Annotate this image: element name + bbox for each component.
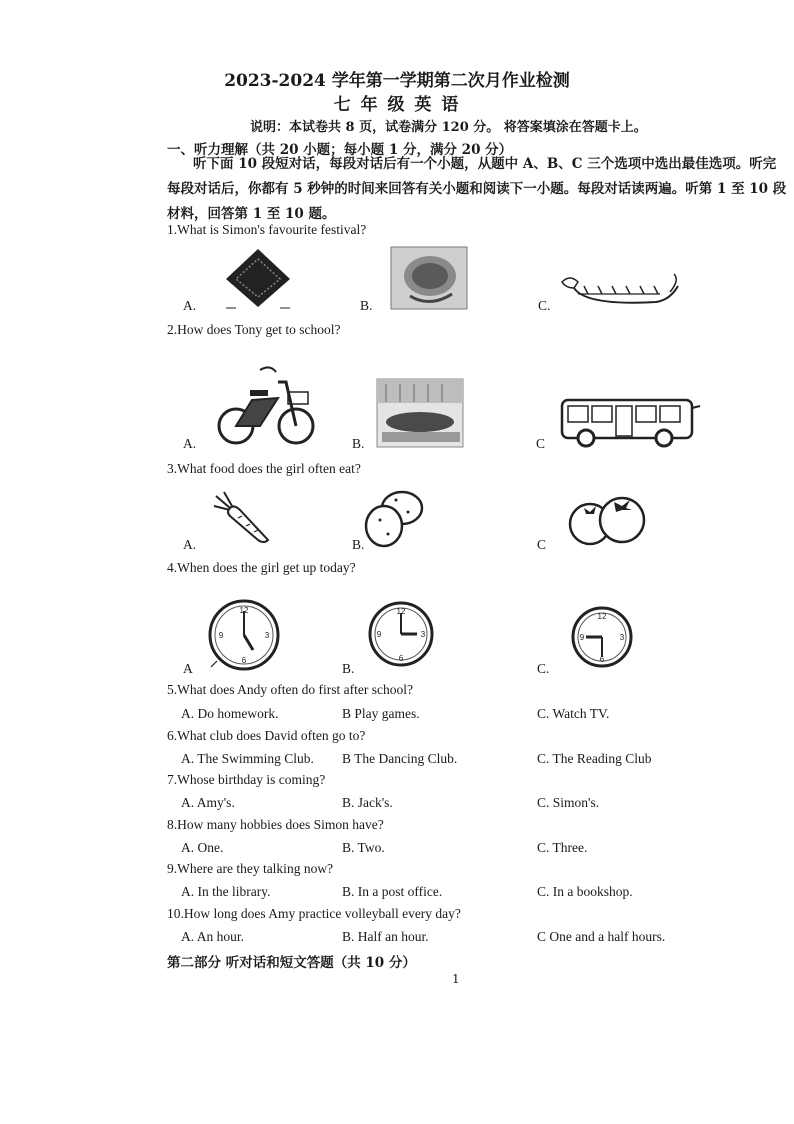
potato-icon (362, 486, 428, 550)
svg-text:3: 3 (420, 630, 426, 639)
q3-option-c-label: C (537, 537, 547, 552)
diamond-paper-cut-icon (222, 247, 294, 311)
q4-option-c-label: C. (537, 661, 550, 676)
question-7: 7.Whose birthday is coming? (167, 772, 326, 787)
svg-text:12: 12 (597, 612, 607, 621)
q9-option-b: B. In a post office. (342, 884, 443, 899)
q8-option-c: C. Three. (537, 840, 588, 855)
question-5: 5.What does Andy often do first after school? (167, 682, 413, 697)
svg-text:6: 6 (398, 654, 404, 663)
q3-option-b-label: B. (352, 537, 365, 552)
q10-option-b: B. Half an hour. (342, 929, 429, 944)
svg-text:3: 3 (619, 633, 625, 642)
tomato-icon (566, 494, 648, 548)
q9-option-c: C. In a bookshop. (537, 884, 633, 899)
q7-option-a: A. Amy's. (181, 795, 235, 810)
clock-icon (365, 601, 437, 667)
q7-option-b: B. Jack's. (342, 795, 393, 810)
svg-text:9: 9 (376, 630, 382, 639)
bus-icon (560, 396, 704, 448)
q5-option-c: C. Watch TV. (537, 706, 610, 721)
bicycle-icon (216, 360, 316, 446)
question-3: 3.What food does the girl often eat? (167, 461, 361, 476)
q3-option-a-label: A. (183, 537, 197, 552)
part1-instructions: 听下面 10 段短对话，每段对话后有一个小题，从题中 A、B、C 三个选项中选出最佳选项。听完每段对话后，你都有 5 秒钟的时间来回答有关小题和阅读下一小题。每段对话读两遍。听第 1 至 10 段材料，回答第 1 至 10 题。 (167, 156, 787, 222)
svg-text:3: 3 (264, 631, 270, 640)
q9-option-a: A. In the library. (181, 884, 271, 899)
dragon-boat-icon (556, 272, 682, 314)
q6-option-b: B The Dancing Club. (342, 751, 458, 766)
carrot-icon (210, 490, 272, 546)
q2-option-b-label: B. (352, 436, 365, 451)
q4-option-a-label: A (183, 661, 193, 676)
q1-option-a-label: A. (183, 298, 197, 313)
q2-option-a-label: A. (183, 436, 197, 451)
q6-option-c: C. The Reading Club (537, 751, 652, 766)
question-10: 10.How long does Amy practice volleyball every day? (167, 906, 461, 921)
page-number: 1 (452, 972, 460, 986)
question-6: 6.What club does David often go to? (167, 728, 366, 743)
q6-option-a: A. The Swimming Club. (181, 751, 314, 766)
exam-title: 2023-2024 学年第一学期第二次月作业检测 (224, 71, 570, 91)
svg-text:12: 12 (396, 607, 406, 616)
svg-text:6: 6 (599, 655, 605, 664)
svg-text:6: 6 (241, 656, 247, 665)
clock-icon (203, 599, 285, 671)
q7-option-c: C. Simon's. (537, 795, 600, 810)
part2-heading: 第二部分 听对话和短文答题（共 10 分） (167, 955, 416, 971)
mooncake-photo-icon (390, 246, 468, 310)
question-8: 8.How many hobbies does Simon have? (167, 817, 384, 832)
question-9: 9.Where are they talking now? (167, 861, 334, 876)
car-photo-icon (376, 378, 464, 448)
part1-heading: 一、听力理解（共 20 小题；每小题 1 分，满分 20 分） (167, 142, 513, 158)
svg-text:9: 9 (218, 631, 224, 640)
q4-option-b-label: B. (342, 661, 355, 676)
q1-option-c-label: C. (538, 298, 551, 313)
clock-icon (568, 606, 636, 668)
question-4: 4.When does the girl get up today? (167, 560, 356, 575)
svg-text:12: 12 (239, 606, 249, 615)
q5-option-a: A. Do homework. (181, 706, 279, 721)
question-2: 2.How does Tony get to school? (167, 322, 341, 337)
question-1: 1.What is Simon's favourite festival? (167, 222, 367, 237)
q2-option-c-label: C (536, 436, 546, 451)
exam-note: 说明：本试卷共 8 页，试卷满分 120 分。 将答案填涂在答题卡上。 (250, 120, 647, 135)
q10-option-a: A. An hour. (181, 929, 245, 944)
q5-option-b: B Play games. (342, 706, 420, 721)
exam-subtitle: 七 年 级 英 语 (333, 95, 461, 115)
q1-option-b-label: B. (360, 298, 373, 313)
svg-text:9: 9 (579, 633, 585, 642)
q8-option-a: A. One. (181, 840, 224, 855)
q10-option-c: C One and a half hours. (537, 929, 666, 944)
q8-option-b: B. Two. (342, 840, 385, 855)
